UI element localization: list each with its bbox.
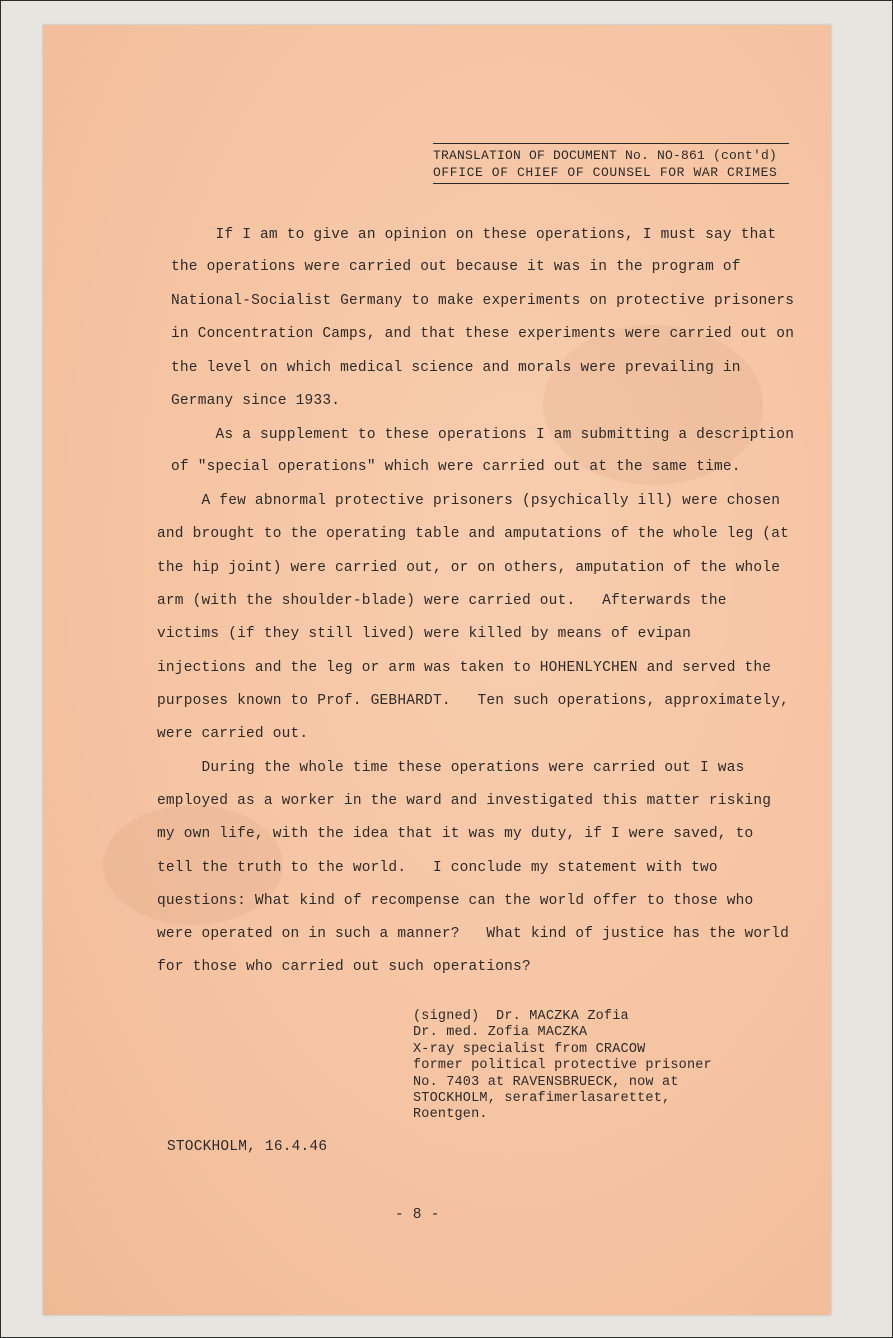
- header-office-line: OFFICE OF CHIEF OF COUNSEL FOR WAR CRIMES: [433, 165, 778, 180]
- body-line: arm (with the shoulder-blade) were carried out. Afterwards the: [157, 593, 727, 609]
- page-number: - 8 -: [395, 1207, 440, 1223]
- body-line: of "special operations" which were carried out at the same time.: [171, 459, 741, 475]
- body-line: National-Socialist Germany to make experiments on protective prisoners: [171, 293, 795, 309]
- body-line: the hip joint) were carried out, or on others, amputation of the whole: [157, 560, 781, 576]
- body-line: my own life, with the idea that it was my duty, if I were saved, to: [157, 826, 754, 842]
- signature-line: Roentgen.: [413, 1107, 488, 1123]
- body-line: and brought to the operating table and amputations of the whole leg (at: [157, 526, 790, 542]
- body-line: During the whole time these operations were carried out I was: [157, 760, 745, 776]
- body-line: If I am to give an opinion on these operations, I must say that: [171, 227, 777, 243]
- body-line: Germany since 1933.: [171, 393, 341, 409]
- document-page: [43, 25, 831, 1315]
- body-line: purposes known to Prof. GEBHARDT. Ten such operations, approximately,: [157, 693, 790, 709]
- signature-line: No. 7403 at RAVENSBRUECK, now at: [413, 1074, 679, 1090]
- signature-line: X-ray specialist from CRACOW: [413, 1041, 646, 1057]
- place-date: STOCKHOLM, 16.4.46: [167, 1139, 328, 1155]
- body-line: victims (if they still lived) were killed by means of evipan: [157, 626, 692, 642]
- body-line: in Concentration Camps, and that these experiments were carried out on: [171, 326, 795, 342]
- body-line: tell the truth to the world. I conclude my statement with two: [157, 860, 718, 876]
- body-line: employed as a worker in the ward and investigated this matter risking: [157, 793, 772, 809]
- header-translation-line: TRANSLATION OF DOCUMENT No. NO-861 (cont'd): [433, 148, 778, 163]
- body-line: the operations were carried out because it was in the program of: [171, 259, 741, 275]
- body-line: for those who carried out such operations?: [157, 959, 531, 975]
- signature-line: STOCKHOLM, serafimerlasarettet,: [413, 1091, 671, 1107]
- body-line: were carried out.: [157, 726, 309, 742]
- body-line: As a supplement to these operations I am submitting a description: [171, 427, 795, 443]
- document-header: [433, 143, 789, 184]
- body-line: were operated on in such a manner? What kind of justice has the world: [157, 926, 790, 942]
- signature-line: former political protective prisoner: [413, 1058, 712, 1074]
- body-line: A few abnormal protective prisoners (psychically ill) were chosen: [157, 493, 781, 509]
- body-line: injections and the leg or arm was taken to HOHENLYCHEN and served the: [157, 660, 772, 676]
- body-line: the level on which medical science and morals were prevailing in: [171, 360, 741, 376]
- body-line: questions: What kind of recompense can the world offer to those who: [157, 893, 754, 909]
- signature-block: [413, 1009, 712, 1124]
- signature-line: Dr. med. Zofia MACZKA: [413, 1025, 588, 1041]
- signature-line: (signed) Dr. MACZKA Zofia: [413, 1009, 629, 1024]
